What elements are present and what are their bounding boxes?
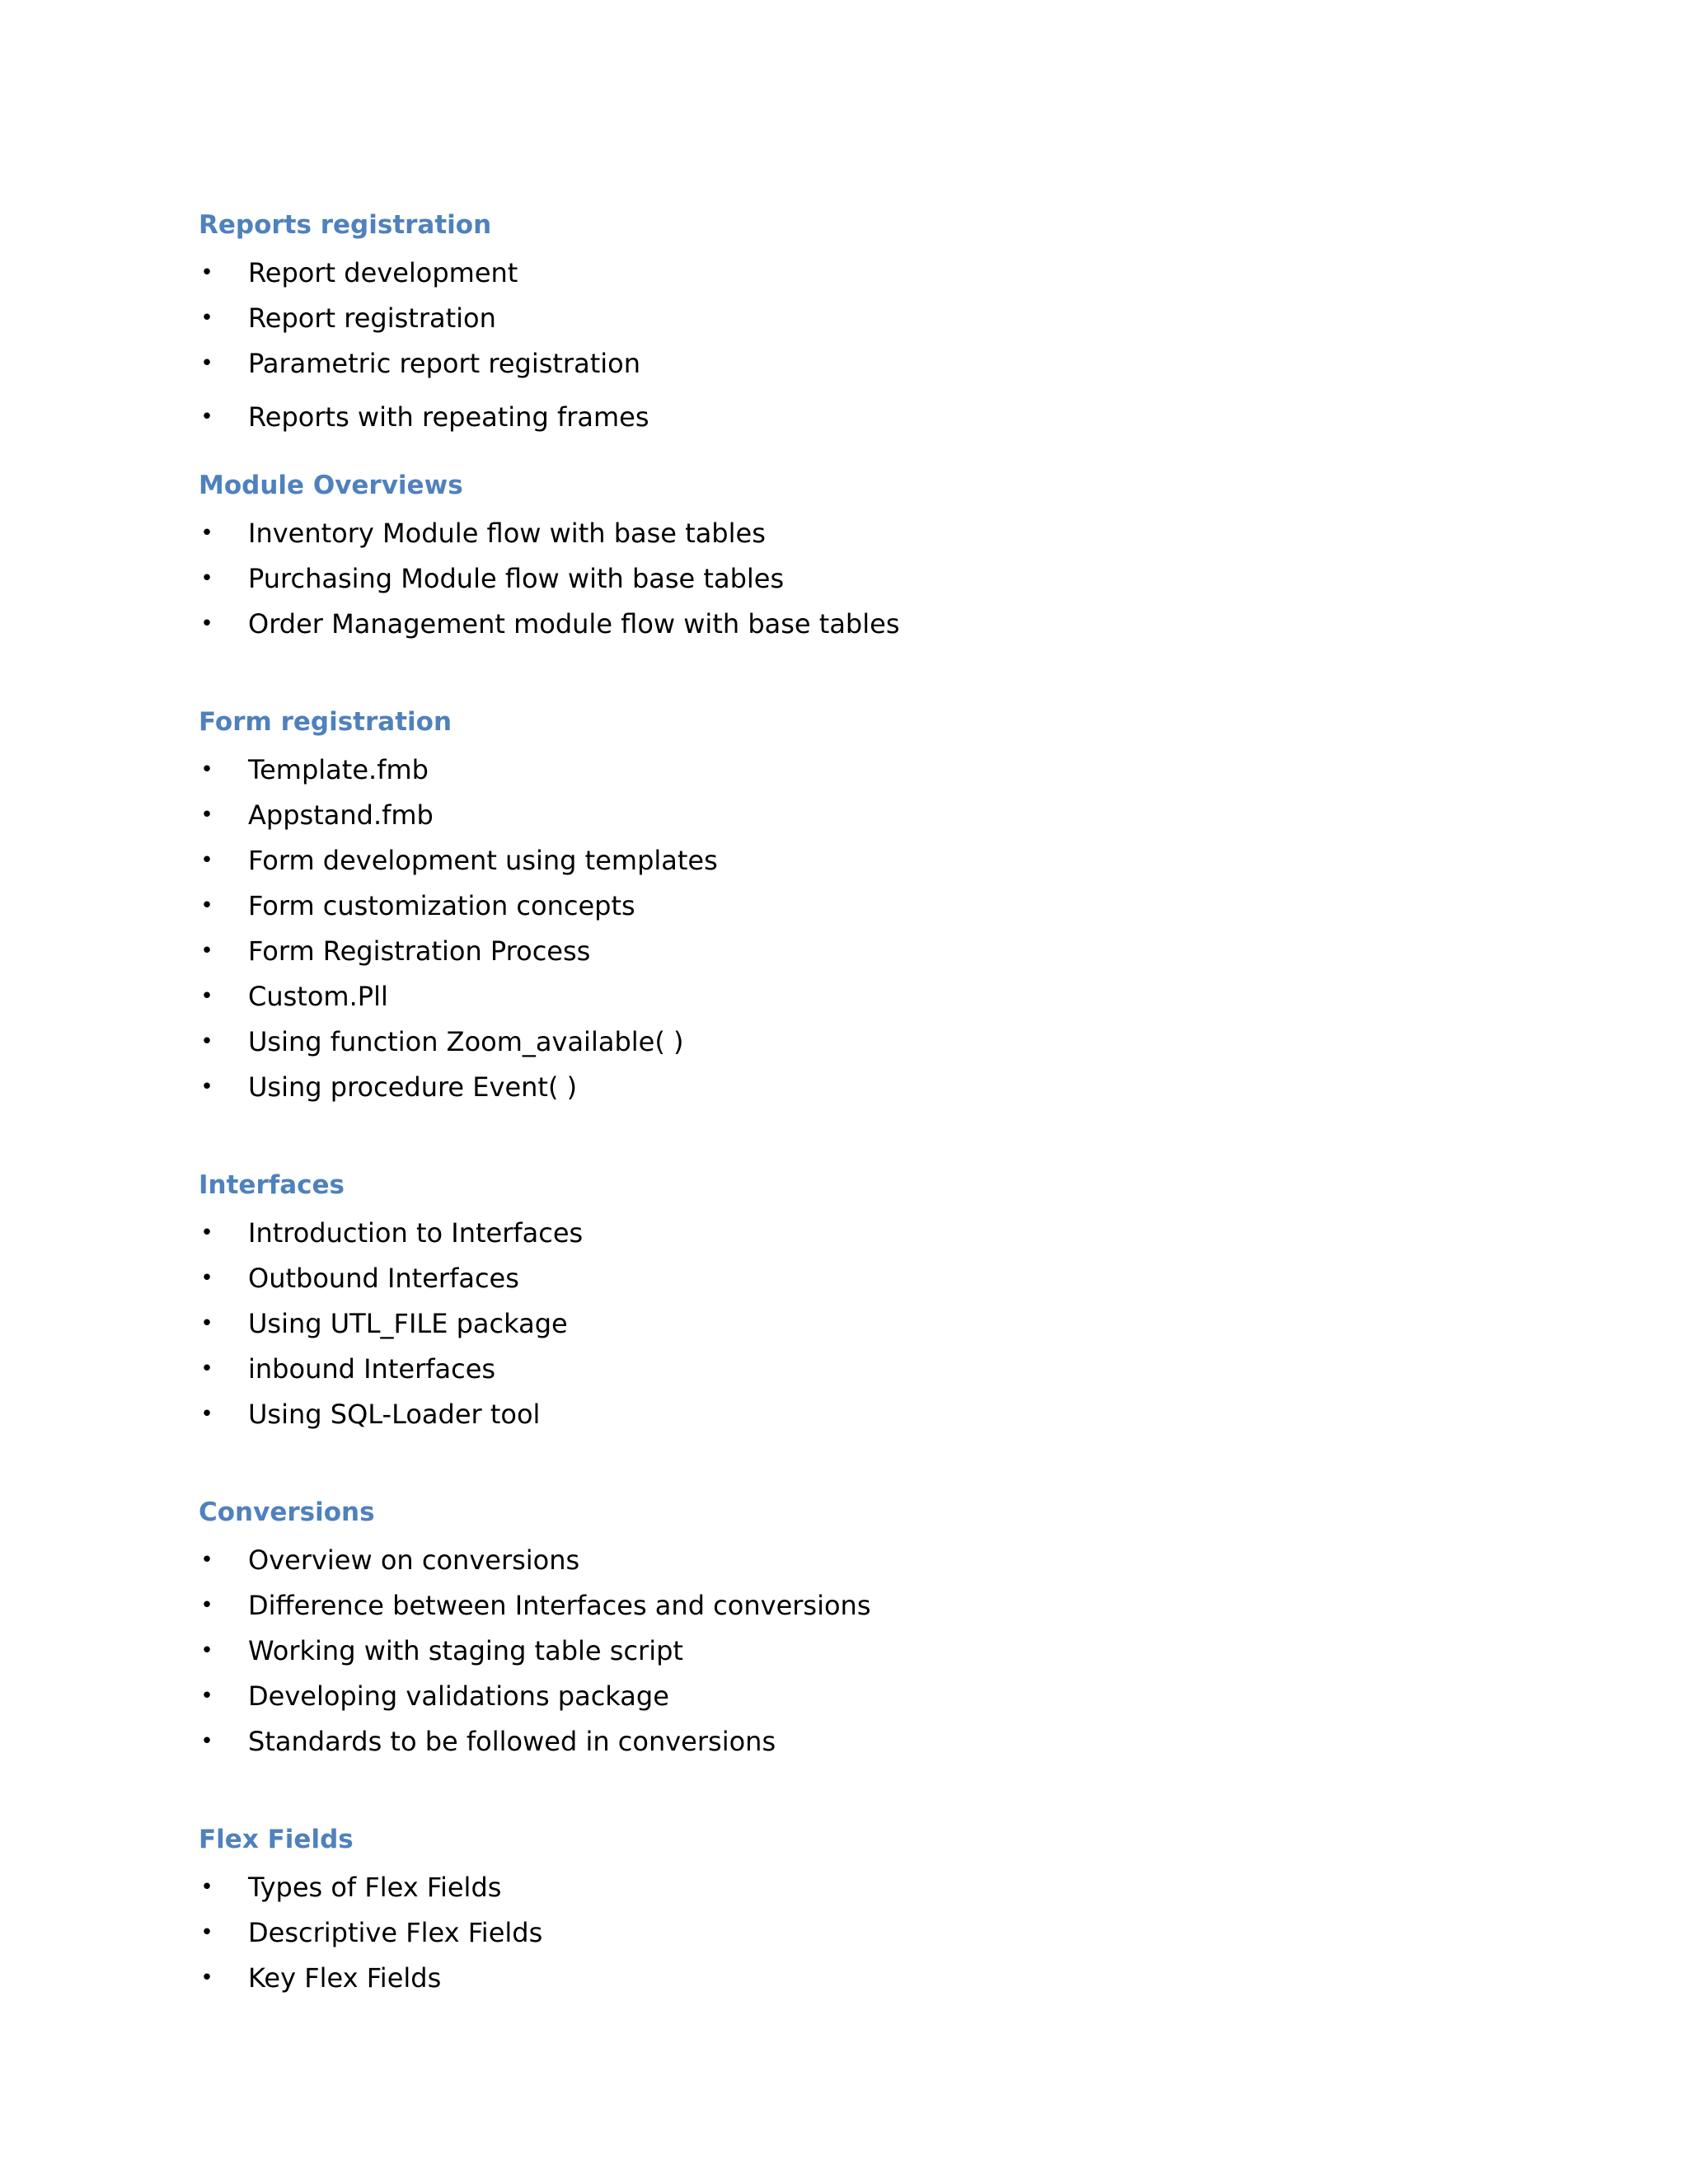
list-item [199,1629,1517,1674]
list-item-text: Purchasing Module flow with base tables [248,563,785,594]
list-item-text: Difference between Interfaces and conversions [248,1590,871,1621]
list-item [199,1674,1517,1719]
bullet-icon: • [200,1684,213,1708]
list-item [199,1583,1517,1629]
list-item [199,1865,1517,1910]
bullet-icon: • [200,1075,213,1099]
list-item [199,1211,1517,1256]
section-heading: Module Overviews [199,471,463,500]
bullet-icon: • [200,1029,213,1054]
list-item [199,511,1517,556]
list-item [199,1956,1517,2001]
bullet-icon: • [200,1266,213,1291]
bullet-icon: • [200,1548,213,1572]
list-item-text: Appstand.fmb [248,799,434,831]
list-item-text: Using SQL-Loader tool [248,1399,541,1430]
bullet-icon: • [200,1966,213,1990]
bullet-icon: • [200,893,213,918]
bullet-list [199,1211,1517,1437]
list-item-text: Order Management module flow with base tables [248,608,900,640]
list-item [199,929,1517,974]
list-item-text: Parametric report registration [248,348,640,379]
bullet-icon: • [200,757,213,782]
bullet-icon: • [200,848,213,873]
bullet-icon: • [200,1221,213,1245]
section-interfaces [199,1165,1517,1437]
list-item-text: Using procedure Event( ) [248,1071,578,1103]
list-item-text: Inventory Module flow with base tables [248,518,766,549]
section-reports-registration [199,204,1517,440]
bullet-icon: • [200,405,213,429]
bullet-icon: • [200,1357,213,1381]
section-heading: Flex Fields [199,1825,354,1854]
list-item-text: Key Flex Fields [248,1962,442,1994]
bullet-list [199,1865,1517,2001]
list-item [199,838,1517,883]
list-item [199,387,1517,440]
section-flex-fields [199,1819,1517,2001]
list-item [199,1347,1517,1392]
bullet-icon: • [200,1729,213,1754]
list-item-text: Working with staging table script [248,1635,683,1666]
bullet-icon: • [200,1402,213,1427]
bullet-list [199,251,1517,440]
list-item-text: Form Registration Process [248,935,591,967]
list-item-text: Outbound Interfaces [248,1263,519,1294]
bullet-icon: • [200,984,213,1009]
bullet-list [199,748,1517,1110]
list-item-text: Form customization concepts [248,890,635,921]
bullet-icon: • [200,612,213,636]
list-item-text: inbound Interfaces [248,1353,496,1385]
list-item-text: Report development [248,257,518,288]
section-form-registration [199,701,1517,1110]
list-item [199,1256,1517,1301]
list-item [199,1719,1517,1765]
list-item [199,296,1517,341]
bullet-list [199,1538,1517,1765]
bullet-icon: • [200,306,213,330]
bullet-icon: • [200,260,213,285]
section-conversions [199,1492,1517,1765]
list-item-text: Form development using templates [248,845,718,876]
bullet-icon: • [200,1920,213,1945]
document-content [199,204,1517,2001]
bullet-icon: • [200,1593,213,1618]
list-item-text: Using UTL_FILE package [248,1308,568,1339]
section-module-overviews [199,465,1517,647]
section-heading: Reports registration [199,210,492,240]
list-item-text: Report registration [248,302,496,334]
bullet-icon: • [200,521,213,546]
list-item [199,974,1517,1019]
list-item-text: Custom.Pll [248,981,388,1012]
list-item-text: Descriptive Flex Fields [248,1917,543,1948]
bullet-list [199,511,1517,647]
bullet-icon: • [200,1638,213,1663]
section-heading: Form registration [199,707,452,737]
list-item [199,1392,1517,1437]
list-item [199,748,1517,793]
list-item-text: Developing validations package [248,1680,669,1712]
list-item [199,341,1517,387]
list-item [199,602,1517,647]
list-item [199,1301,1517,1347]
list-item-text: Introduction to Interfaces [248,1217,584,1249]
list-item [199,251,1517,296]
list-item-text: Standards to be followed in conversions [248,1726,776,1757]
list-item [199,1019,1517,1065]
bullet-icon: • [200,1311,213,1336]
list-item [199,556,1517,602]
section-heading: Conversions [199,1497,375,1527]
list-item [199,1538,1517,1583]
bullet-icon: • [200,939,213,963]
list-item [199,1910,1517,1956]
bullet-icon: • [200,1875,213,1900]
bullet-icon: • [200,351,213,376]
list-item-text: Using function Zoom_available( ) [248,1026,684,1057]
bullet-icon: • [200,803,213,827]
list-item-text: Reports with repeating frames [248,401,649,433]
list-item-text: Overview on conversions [248,1544,580,1576]
list-item [199,883,1517,929]
list-item [199,793,1517,838]
section-heading: Interfaces [199,1170,345,1200]
list-item-text: Template.fmb [248,754,429,785]
list-item-text: Types of Flex Fields [248,1872,502,1903]
list-item [199,1065,1517,1110]
bullet-icon: • [200,566,213,591]
